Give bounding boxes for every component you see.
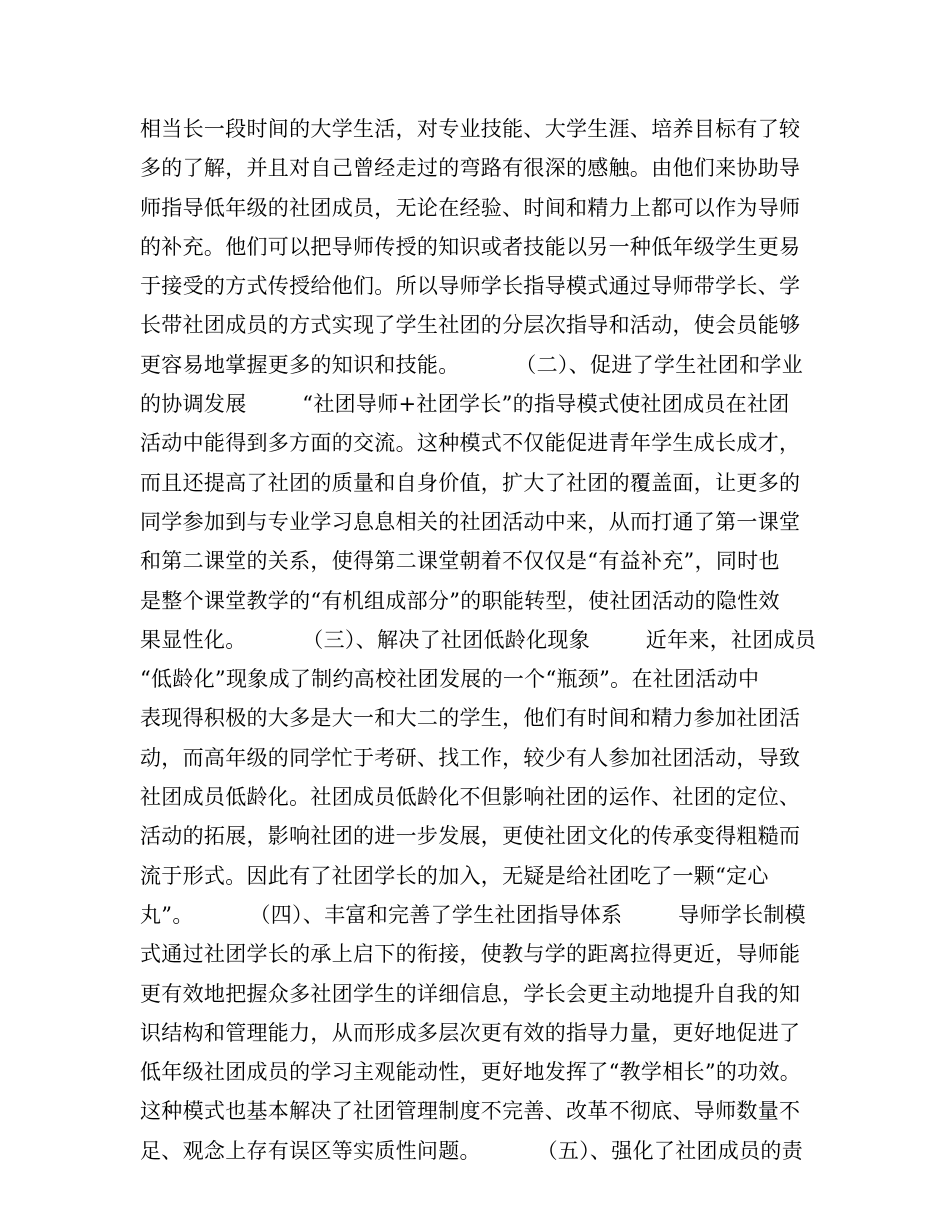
text-line: 社团成员低龄化。社团成员低龄化不但影响社团的运作、社团的定位、 — [140, 785, 801, 810]
text-line: 活动中能得到多方面的交流。这种模式不仅能促进青年学生成长成才， — [140, 431, 801, 456]
text-line: 同学参加到与专业学习息息相关的社团活动中来，从而打通了第一课堂 — [140, 509, 801, 534]
text-line: 丸”。 （四）、丰富和完善了学生社团指导体系 导师学长制模 — [140, 902, 806, 927]
text-line: 而且还提高了社团的质量和自身价值，扩大了社团的覆盖面，让更多的 — [140, 470, 801, 495]
text-line: 式通过社团学长的承上启下的衔接，使教与学的距离拉得更近，导师能 — [140, 942, 801, 967]
text-line: 果显性化。 （三）、解决了社团低龄化现象 近年来，社团成员 — [140, 627, 817, 652]
text-line: 识结构和管理能力，从而形成多层次更有效的指导力量，更好地促进了 — [140, 1020, 801, 1045]
text-line: 师指导低年级的社团成员，无论在经验、时间和精力上都可以作为导师 — [140, 195, 801, 220]
text-line: 更容易地掌握更多的知识和技能。 （二）、促进了学生社团和学业 — [140, 352, 803, 377]
text-line: 是整个课堂教学的“有机组成部分”的职能转型，使社团活动的隐性效 — [140, 588, 780, 613]
text-line: 多的了解，并且对自己曾经走过的弯路有很深的感触。由他们来协助导 — [140, 156, 801, 181]
text-line: 于接受的方式传授给他们。所以导师学长指导模式通过导师带学长、学 — [140, 274, 801, 299]
text-line: “低龄化”现象成了制约高校社团发展的一个“瓶颈”。在社团活动中 — [140, 667, 760, 692]
text-line: 的补充。他们可以把导师传授的知识或者技能以另一种低年级学生更易 — [140, 234, 801, 259]
text-line: 足、观念上存有误区等实质性问题。 （五）、强化了社团成员的责 — [140, 1138, 803, 1163]
text-line: 表现得积极的大多是大一和大二的学生，他们有时间和精力参加社团活 — [140, 706, 801, 731]
text-line: 流于形式。因此有了社团学长的加入，无疑是给社团吃了一颗“定心 — [140, 863, 769, 888]
text-line: 更有效地把握众多社团学生的详细信息，学长会更主动地提升自我的知 — [140, 981, 801, 1006]
text-line: 的协调发展 “社团导师+社团学长”的指导模式使社团成员在社团 — [140, 392, 790, 417]
text-line: 活动的拓展，影响社团的进一步发展，更使社团文化的传承变得粗糙而 — [140, 824, 801, 849]
text-line: 和第二课堂的关系，使得第二课堂朝着不仅仅是“有益补充”，同时也 — [140, 549, 780, 574]
text-line: 相当长一段时间的大学生活，对专业技能、大学生涯、培养目标有了较 — [140, 117, 801, 141]
text-line: 低年级社团成员的学习主观能动性，更好地发挥了“教学相长”的功效。 — [140, 1060, 802, 1085]
text-line: 这种模式也基本解决了社团管理制度不完善、改革不彻底、导师数量不 — [140, 1099, 801, 1124]
text-line: 动，而高年级的同学忙于考研、找工作，较少有人参加社团活动，导致 — [140, 745, 801, 770]
text-line: 长带社团成员的方式实现了学生社团的分层次指导和活动，使会员能够 — [140, 313, 801, 338]
body-text — [140, 110, 840, 1171]
